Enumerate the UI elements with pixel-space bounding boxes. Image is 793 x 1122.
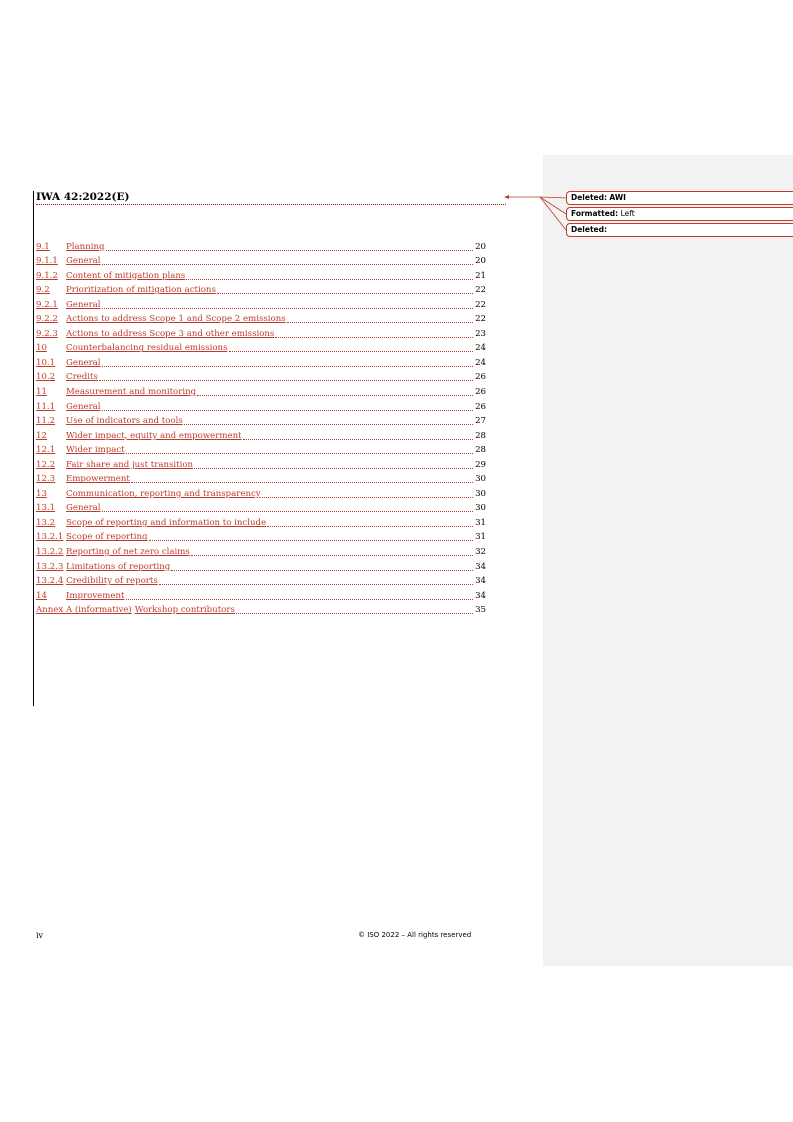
toc-leader-dots — [149, 540, 474, 541]
toc-leader-dots — [275, 337, 473, 338]
toc-entry-title: Wider impact, equity and empowerment — [66, 430, 242, 441]
document-header-title: IWA 42:2022(E) — [36, 191, 130, 203]
toc-leader-dots — [99, 380, 473, 381]
toc-entry-title: Prioritization of mitigation actions — [66, 285, 216, 296]
toc-entry-page: 35 — [475, 605, 486, 616]
toc-entry-page: 20 — [475, 256, 486, 267]
toc-leader-dots — [126, 453, 473, 454]
toc-entry-title: General — [66, 401, 101, 412]
toc-entry-page: 21 — [475, 270, 486, 281]
toc-entry-title: General — [66, 256, 101, 267]
toc-entry-number: 9.2.2 — [36, 314, 58, 325]
toc-entry[interactable] — [36, 442, 486, 457]
toc-leader-dots — [186, 279, 473, 280]
toc-entry-number: 13.2.2 — [36, 547, 64, 558]
toc-entry[interactable] — [36, 296, 486, 311]
toc-entry[interactable] — [36, 456, 486, 471]
toc-entry[interactable] — [36, 485, 486, 500]
toc-entry-title: Limitations of reporting — [66, 561, 171, 572]
toc-entry-page: 27 — [475, 416, 486, 427]
toc-entry-title: Wider impact — [66, 445, 125, 456]
toc-leader-dots — [126, 599, 474, 600]
toc-entry-number: 13 — [36, 488, 47, 499]
toc-entry-title: Content of mitigation plans — [66, 270, 186, 281]
toc-entry-title: Fair share and just transition — [66, 459, 194, 470]
toc-entry-number: 13.2.4 — [36, 576, 64, 587]
toc-leader-dots — [102, 511, 473, 512]
toc-entry-page: 28 — [475, 430, 486, 441]
toc-leader-dots — [171, 570, 473, 571]
toc-entry-title: Communication, reporting and transparency — [66, 488, 261, 499]
toc-entry-number: 10.1 — [36, 357, 56, 368]
toc-entry-number: 13.2.3 — [36, 561, 64, 572]
toc-leader-dots — [159, 584, 473, 585]
comment-text: Left — [620, 209, 635, 218]
toc-entry-title: Reporting of net zero claims — [66, 547, 190, 558]
toc-entry-title: Credibility of reports — [66, 576, 158, 587]
toc-entry[interactable] — [36, 529, 486, 544]
comment-margin-pane — [543, 155, 793, 966]
toc-leader-dots — [102, 308, 473, 309]
toc-entry[interactable] — [36, 500, 486, 515]
toc-entry-page: 34 — [475, 590, 486, 601]
toc-entry-page: 22 — [475, 314, 486, 325]
comment-formatted-left[interactable] — [566, 207, 793, 221]
toc-entry-number: 13.2 — [36, 517, 56, 528]
comment-deleted-awi[interactable] — [566, 191, 793, 205]
toc-entry-title: Actions to address Scope 3 and other emissions — [66, 328, 275, 339]
toc-entry-number: 13.2.1 — [36, 532, 64, 543]
toc-leader-dots — [236, 613, 473, 614]
toc-entry-title: Planning — [66, 241, 105, 252]
toc-entry-title: General — [66, 299, 101, 310]
toc-entry-number: 13.1 — [36, 503, 56, 514]
toc-entry-page: 30 — [475, 488, 486, 499]
toc-entry-title: Improvement — [66, 590, 125, 601]
toc-entry-page: 26 — [475, 372, 486, 383]
toc-entry[interactable] — [36, 573, 486, 588]
comment-label: Deleted: — [571, 225, 608, 234]
toc-leader-dots — [262, 497, 473, 498]
toc-leader-dots — [217, 293, 473, 294]
toc-entry[interactable] — [36, 354, 486, 369]
toc-entry-title: Counterbalancing residual emissions — [66, 343, 228, 354]
toc-entry-page: 23 — [475, 328, 486, 339]
footer-page-number: iv — [36, 931, 44, 940]
toc-entry-number: 11 — [36, 387, 47, 398]
comment-connector-lines — [0, 0, 793, 260]
toc-entry-title: General — [66, 503, 101, 514]
toc-entry-number: 10.2 — [36, 372, 56, 383]
toc-entry-number: 12.2 — [36, 459, 56, 470]
toc-leader-dots — [197, 395, 473, 396]
toc-entry-title: Empowerment — [66, 474, 130, 485]
toc-entry-title: Actions to address Scope 1 and Scope 2 emissions — [66, 314, 286, 325]
comment-deleted[interactable] — [566, 223, 793, 237]
toc-entry-title: Scope of reporting and information to include — [66, 517, 267, 528]
toc-entry[interactable] — [36, 543, 486, 558]
toc-entry[interactable] — [36, 427, 486, 442]
toc-leader-dots — [102, 366, 473, 367]
comment-label: Formatted: — [571, 209, 619, 218]
toc-entry-number: 12.3 — [36, 474, 56, 485]
toc-entry-title: Scope of reporting — [66, 532, 148, 543]
toc-entry-page: 31 — [475, 532, 486, 543]
toc-leader-dots — [287, 322, 473, 323]
toc-leader-dots — [102, 264, 473, 265]
toc-entry-page: 22 — [475, 299, 486, 310]
toc-entry-page: 32 — [475, 547, 486, 558]
toc-leader-dots — [243, 439, 473, 440]
toc-entry[interactable] — [36, 267, 486, 282]
toc-entry[interactable] — [36, 514, 486, 529]
toc-entry-page: 26 — [475, 387, 486, 398]
toc-entry[interactable] — [36, 602, 486, 617]
toc-entry[interactable] — [36, 282, 486, 297]
comment-label: Deleted: — [571, 193, 608, 202]
toc-entry-page: 34 — [475, 561, 486, 572]
toc-entry-page: 30 — [475, 503, 486, 514]
toc-entry-page: 28 — [475, 445, 486, 456]
table-of-contents — [36, 238, 486, 616]
toc-entry[interactable] — [36, 471, 486, 486]
toc-entry-page: 24 — [475, 343, 486, 354]
toc-entry-page: 20 — [475, 241, 486, 252]
toc-leader-dots — [194, 468, 473, 469]
toc-entry-title: Credits — [66, 372, 98, 383]
toc-entry-number: 11.2 — [36, 416, 56, 427]
toc-entry-number: 9.1 — [36, 241, 50, 252]
toc-entry-title: Use of indicators and tools — [66, 416, 183, 427]
toc-entry-page: 24 — [475, 357, 486, 368]
change-bar — [33, 191, 34, 706]
toc-entry[interactable] — [36, 413, 486, 428]
toc-entry-number: 9.1.2 — [36, 270, 58, 281]
toc-entry[interactable] — [36, 340, 486, 355]
toc-entry[interactable] — [36, 325, 486, 340]
toc-entry-title: Workshop contributors — [134, 605, 235, 616]
toc-entry-page: 31 — [475, 517, 486, 528]
toc-entry-page: 26 — [475, 401, 486, 412]
toc-leader-dots — [184, 424, 473, 425]
toc-entry-number: 11.1 — [36, 401, 56, 412]
toc-leader-dots — [191, 555, 473, 556]
toc-entry[interactable] — [36, 369, 486, 384]
footer-copyright: © ISO 2022 – All rights reserved — [358, 931, 472, 939]
toc-entry-page: 30 — [475, 474, 486, 485]
toc-entry[interactable] — [36, 558, 486, 573]
toc-entry[interactable] — [36, 311, 486, 326]
toc-entry-number: 10 — [36, 343, 47, 354]
toc-entry-number: 12 — [36, 430, 47, 441]
toc-entry-title: General — [66, 357, 101, 368]
toc-entry-number: 12.1 — [36, 445, 56, 456]
toc-leader-dots — [267, 526, 473, 527]
toc-entry-number: 9.2.1 — [36, 299, 58, 310]
toc-entry[interactable] — [36, 398, 486, 413]
toc-entry-page: 34 — [475, 576, 486, 587]
toc-leader-dots — [131, 482, 473, 483]
toc-entry-page: 29 — [475, 459, 486, 470]
toc-leader-dots — [229, 351, 474, 352]
toc-entry-page: 22 — [475, 285, 486, 296]
toc-entry-number: 9.1.1 — [36, 256, 58, 267]
toc-entry-number: 14 — [36, 590, 47, 601]
comment-text: AWI — [609, 193, 626, 202]
toc-entry[interactable] — [36, 383, 486, 398]
toc-entry-number: Annex A (informative) — [36, 605, 132, 616]
toc-entry[interactable] — [36, 587, 486, 602]
toc-entry-number: 9.2 — [36, 285, 50, 296]
toc-entry-title: Measurement and monitoring — [66, 387, 197, 398]
toc-entry-number: 9.2.3 — [36, 328, 58, 339]
toc-leader-dots — [102, 410, 473, 411]
